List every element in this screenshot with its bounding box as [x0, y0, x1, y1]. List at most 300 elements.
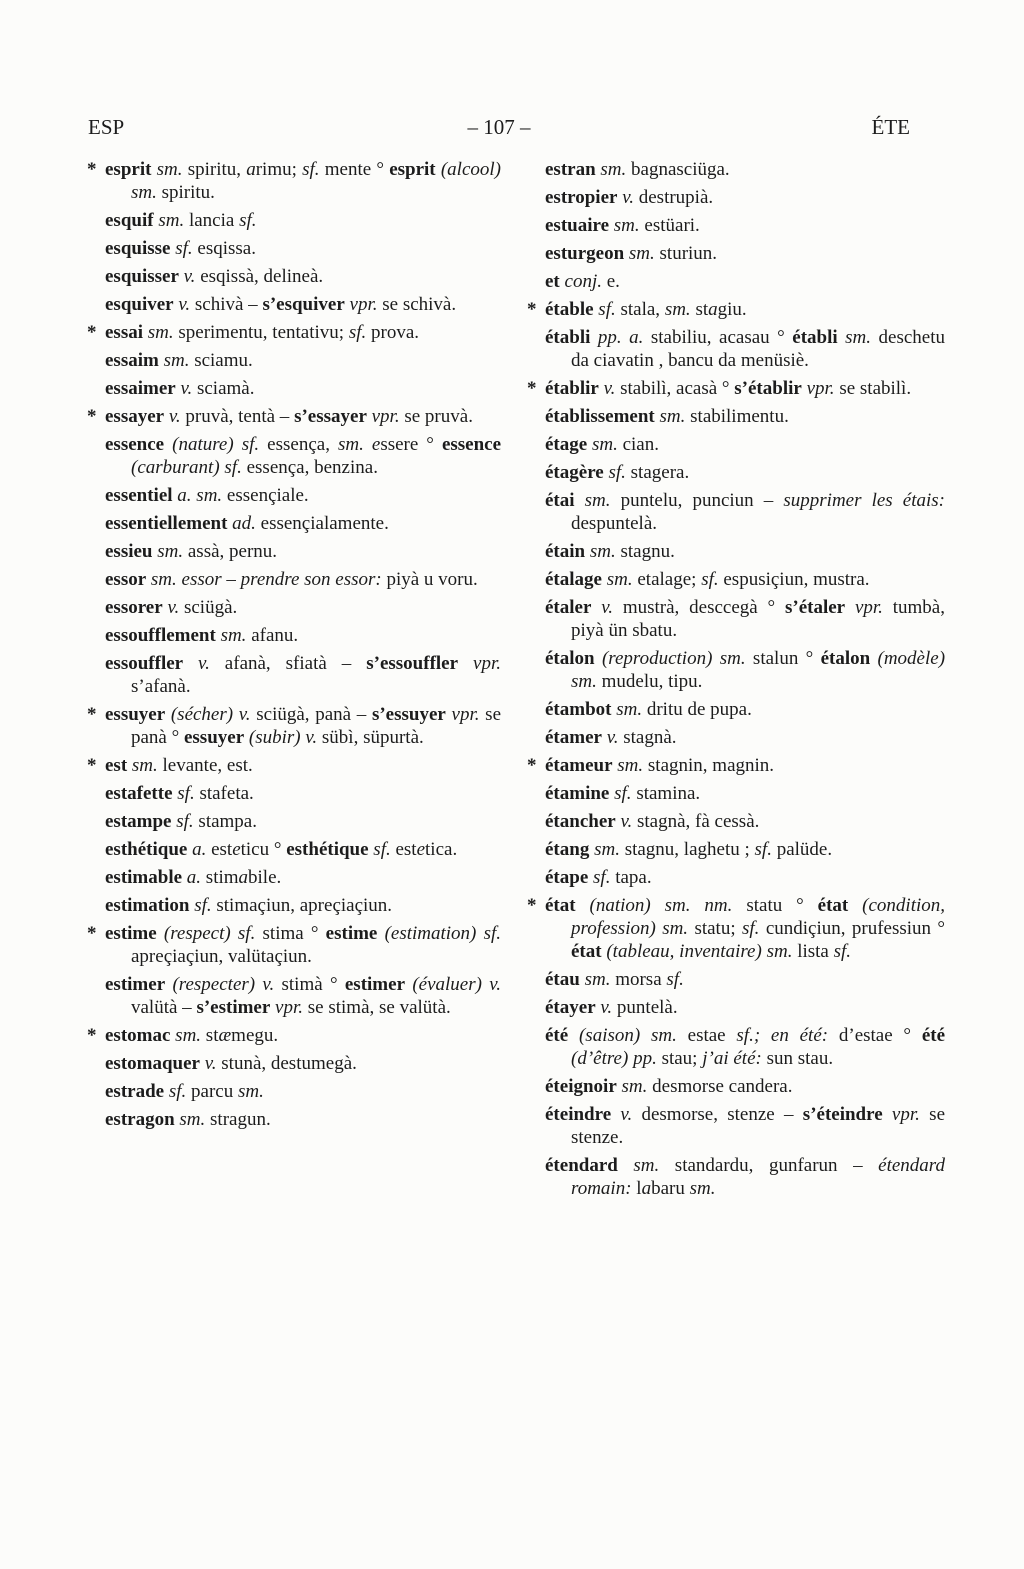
translation-text: stamina. [631, 783, 701, 804]
italic-tag: (modèle) [877, 648, 946, 669]
translation-text: tica. [425, 839, 458, 860]
headword: estimable [105, 867, 183, 888]
dictionary-entry [545, 158, 945, 181]
translation-text: puntelu, punciun – [610, 490, 784, 511]
translation-text: stima ° [255, 923, 326, 944]
translation-text [231, 923, 238, 944]
dictionary-entry [105, 866, 501, 889]
dictionary-entry [105, 237, 501, 260]
headword: essorer [105, 597, 163, 618]
headword: étalon [545, 648, 595, 669]
headword: estomac [105, 1025, 171, 1046]
headword: esturgeon [545, 243, 625, 264]
italic-tag: (évaluer) [412, 974, 482, 995]
dictionary-entry [545, 782, 945, 805]
translation-text: stagera. [625, 462, 690, 483]
dictionary-entry [87, 922, 502, 968]
translation-text: assà, pernu. [183, 541, 278, 562]
dictionary-entry [545, 214, 945, 237]
headword: établir [545, 378, 599, 399]
italic-tag: sm. [337, 434, 364, 455]
italic-tag: sm. [719, 648, 746, 669]
star-marker: * [527, 378, 537, 399]
italic-tag: sf. [833, 941, 852, 962]
headword: s’essouffler [366, 653, 459, 674]
dictionary-column-right [527, 158, 946, 1205]
headword: étameur [545, 755, 613, 776]
headword: estafette [105, 783, 173, 804]
headword: esthétique [105, 839, 188, 860]
italic-tag: sf. [224, 457, 242, 478]
translation-text: sciamu. [189, 350, 253, 371]
translation-text: palüde. [771, 839, 833, 860]
header-guide-word-right: ÉTE [871, 115, 910, 139]
headword: étain [545, 541, 586, 562]
headword: estime [105, 923, 157, 944]
translation-text: lista [792, 941, 834, 962]
italic-tag: sf. [666, 969, 684, 990]
dictionary-entry [545, 1103, 945, 1149]
dictionary-entry [545, 996, 945, 1019]
italic-tag: sm. [151, 159, 183, 180]
translation-text: se schivà. [377, 294, 457, 315]
italic-tag: sf. [302, 159, 320, 180]
translation-text [576, 895, 590, 916]
headword: essentiel [105, 485, 173, 506]
italic-tag: sf. [237, 923, 256, 944]
headword: étagère [545, 462, 604, 483]
italic-tag: ad. [227, 513, 256, 534]
italic-tag: v. [595, 997, 613, 1018]
headword: établi [792, 327, 838, 348]
italic-tag: v. [489, 974, 502, 995]
headword: esquif [105, 210, 154, 231]
translation-text: essençiale. [222, 485, 309, 506]
translation-text: tumbà, piyà ün sbatu. [571, 597, 945, 641]
headword: essaim [105, 350, 159, 371]
translation-text: stabiliu, acasau ° [643, 327, 793, 348]
translation-text: stafeta. [194, 783, 254, 804]
italic-tag: j’ai été: [702, 1048, 762, 1069]
star-marker: * [87, 1025, 97, 1046]
dictionary-entry [105, 484, 501, 507]
dictionary-entry [105, 973, 501, 1019]
translation-text: bagnasciüga. [626, 159, 730, 180]
headword: essieu [105, 541, 153, 562]
italic-tag: (carburant) [131, 457, 220, 478]
translation-text: mente ° [319, 159, 390, 180]
translation-text [364, 434, 372, 455]
headword: estomaquer [105, 1053, 200, 1074]
dictionary-entry [545, 1154, 945, 1200]
dictionary-entry [87, 703, 502, 749]
star-marker: * [527, 755, 537, 776]
translation-text [640, 1025, 651, 1046]
dictionary-entry [545, 242, 945, 265]
italic-tag: a [641, 1178, 652, 1199]
headword: étang [545, 839, 590, 860]
dictionary-entry [105, 1052, 501, 1075]
headword: s’éteindre [802, 1104, 883, 1125]
headword: étambot [545, 699, 612, 720]
translation-text: stalun ° [745, 648, 821, 669]
headword: essuyer [183, 727, 245, 748]
translation-text: mustrà, desccegà ° [613, 597, 785, 618]
italic-tag: v. [262, 974, 275, 995]
translation-text: stimà ° [274, 974, 345, 995]
headword: estime [325, 923, 378, 944]
translation-text: statu; [688, 918, 742, 939]
translation-text: lancia [184, 210, 240, 231]
translation-text: stagnu. [615, 541, 675, 562]
translation-text: statu ° [732, 895, 818, 916]
dictionary-entry [527, 298, 945, 321]
italic-tag: sm. [595, 159, 627, 180]
italic-tag: a [238, 867, 249, 888]
dictionary-entry [87, 158, 501, 204]
italic-tag: sf. [603, 462, 626, 483]
headword: estimation [105, 895, 190, 916]
italic-tag: æ [218, 1025, 232, 1046]
translation-text: stabilimentu. [685, 406, 789, 427]
translation-text [164, 434, 172, 455]
headword: état [817, 895, 849, 916]
headword: étage [545, 434, 588, 455]
dictionary-entry [105, 209, 501, 232]
italic-tag: sm. [587, 434, 618, 455]
italic-tag: pp. [633, 1048, 657, 1069]
dictionary-entry [87, 754, 501, 777]
translation-text: st [201, 1025, 219, 1046]
dictionary-entry [545, 726, 945, 749]
headword: esquisser [105, 266, 179, 287]
dictionary-entry [87, 405, 501, 428]
translation-text: sun stau. [761, 1048, 834, 1069]
star-marker: * [87, 704, 97, 725]
translation-text: desmorse candera. [647, 1076, 793, 1097]
translation-text [848, 895, 862, 916]
italic-tag: sm. [601, 569, 633, 590]
translation-text: destrupià. [634, 187, 714, 208]
italic-tag: sm. [624, 243, 655, 264]
star-marker: * [87, 159, 97, 180]
headword: s’établir [734, 378, 802, 399]
translation-text: est [206, 839, 233, 860]
dictionary-entry [545, 866, 945, 889]
translation-text: afanu. [246, 625, 299, 646]
translation-text: sciamà. [192, 378, 255, 399]
translation-text: tapa. [610, 867, 652, 888]
dictionary-entry [545, 1075, 945, 1098]
italic-tag: sm. [585, 541, 616, 562]
italic-tag: sm. [574, 490, 611, 511]
dictionary-entry [105, 838, 501, 861]
italic-tag: sm. nm. [664, 895, 733, 916]
dictionary-entry [105, 265, 501, 288]
italic-tag: sm. [579, 969, 611, 990]
star-marker: * [87, 923, 97, 944]
dictionary-entry [105, 540, 501, 563]
translation-text: sturiun. [654, 243, 718, 264]
translation-text: desmorse, stenze – [632, 1104, 803, 1125]
headword: essuyer [105, 704, 166, 725]
translation-text: sciügà. [179, 597, 238, 618]
italic-tag: e [232, 839, 241, 860]
headword: étayer [545, 997, 596, 1018]
translation-text: spiritu, [182, 159, 247, 180]
translation-text: estüari. [639, 215, 700, 236]
dictionary-entry [527, 377, 945, 400]
italic-tag: sm. [127, 755, 158, 776]
italic-tag: (respecter) [172, 974, 256, 995]
headword: essai [105, 322, 143, 343]
headword: esquisse [105, 238, 171, 259]
translation-text: se pruvà. [399, 406, 473, 427]
headword: essayer [105, 406, 165, 427]
headword: essoufflement [105, 625, 216, 646]
translation-text: cian. [617, 434, 659, 455]
italic-tag: sm. [689, 1178, 716, 1199]
translation-text: se panà ° [131, 704, 502, 748]
headword: étai [545, 490, 575, 511]
italic-tag: étendard romain: [571, 1155, 945, 1199]
italic-tag: sm. [651, 1025, 677, 1046]
header-guide-word-left: ESP [88, 115, 125, 139]
headword: essor [105, 569, 147, 590]
translation-text [377, 923, 384, 944]
italic-tag: (estimation) [384, 923, 477, 944]
italic-tag: sm. [143, 322, 174, 343]
translation-text: essença, benzina. [241, 457, 378, 478]
italic-tag: sm. [237, 1081, 264, 1102]
headword: étable [545, 299, 594, 320]
italic-tag: sm. essor – prendre son essor: [146, 569, 382, 590]
translation-text: puntelà. [612, 997, 678, 1018]
translation-text [234, 434, 242, 455]
italic-tag: sm. [766, 941, 793, 962]
page-header [88, 112, 910, 142]
headword: estrade [105, 1081, 165, 1102]
italic-tag: (condition, profession) [571, 895, 946, 939]
italic-tag: sm. [174, 1109, 206, 1130]
translation-text: se stimà, se valütà. [303, 997, 451, 1018]
dictionary-entry [87, 321, 501, 344]
translation-text [157, 923, 164, 944]
headword: étendard [545, 1155, 618, 1176]
italic-tag: sf.; en été: [736, 1025, 829, 1046]
italic-tag: sf. [171, 811, 194, 832]
dictionary-entry [545, 647, 945, 693]
dictionary-entry [105, 568, 501, 591]
italic-tag: vpr. [458, 653, 501, 674]
translation-text: essença, [259, 434, 338, 455]
translation-text: deschetu da ciavatin , bancu da menüsiè. [571, 327, 945, 371]
italic-tag: sf. [742, 918, 760, 939]
translation-text [712, 648, 719, 669]
italic-tag: v. [199, 1053, 217, 1074]
dictionary-entry [545, 461, 945, 484]
star-marker: * [87, 406, 97, 427]
translation-text [568, 1025, 579, 1046]
italic-tag: sf. [170, 238, 193, 259]
star-marker: * [87, 322, 97, 343]
dictionary-entry [105, 512, 501, 535]
italic-tag: sm. [664, 299, 691, 320]
dictionary-entry [105, 782, 501, 805]
headword: étamer [545, 727, 602, 748]
translation-text: espusiçiun, mustra. [718, 569, 870, 590]
dictionary-entry [105, 433, 501, 479]
headword: estran [545, 159, 596, 180]
translation-text: apreçiaçiun, valütaçiun. [131, 946, 312, 967]
translation-text: valütà – [131, 997, 197, 1018]
translation-text: despuntelà. [571, 513, 658, 534]
dictionary-entry [105, 652, 501, 698]
translation-text: stagnin, magnin. [643, 755, 775, 776]
dictionary-entry [545, 968, 945, 991]
italic-tag: vpr. [366, 406, 400, 427]
translation-text: stagnu, laghetu ; [619, 839, 755, 860]
headword: étalon [820, 648, 871, 669]
dictionary-entry [105, 377, 501, 400]
dictionary-entry [545, 568, 945, 591]
translation-text: standardu, gunfarun – [659, 1155, 879, 1176]
headword: estimer [344, 974, 406, 995]
translation-text: stala, [615, 299, 665, 320]
italic-tag: v. [175, 378, 193, 399]
headword: éteignoir [545, 1076, 617, 1097]
headword: esprit [389, 159, 436, 180]
translation-text [476, 923, 483, 944]
italic-tag: v. [164, 406, 181, 427]
translation-text: baru [651, 1178, 690, 1199]
translation-text: essençialamente. [255, 513, 389, 534]
translation-text: prova. [366, 322, 420, 343]
dictionary-entry [545, 326, 945, 372]
translation-text: stagnà, fà cessà. [632, 811, 760, 832]
italic-tag: conj. [559, 271, 602, 292]
italic-tag: sm. [571, 671, 597, 692]
dictionary-entry [545, 810, 945, 833]
dictionary-entry [105, 293, 501, 316]
dictionary-entry [105, 894, 501, 917]
translation-text: l [631, 1178, 642, 1199]
dictionary-entry [87, 1024, 501, 1047]
italic-tag: (nation) [589, 895, 651, 916]
headword: estragon [105, 1109, 175, 1130]
italic-tag: sm. [617, 1155, 660, 1176]
italic-tag: v. [601, 727, 619, 748]
italic-tag: vpr. [845, 597, 883, 618]
italic-tag: sm. [170, 1025, 202, 1046]
headword: est [105, 755, 128, 776]
translation-text: ticu ° [240, 839, 287, 860]
headword: éteindre [545, 1104, 612, 1125]
translation-text: stabilì, acasà ° [615, 378, 735, 399]
headword: s’étaler [784, 597, 846, 618]
translation-text: stampa. [193, 811, 257, 832]
dictionary-entry [527, 754, 945, 777]
italic-tag: vpr. [344, 294, 378, 315]
italic-tag: sf. [348, 322, 367, 343]
italic-tag: sf. [241, 434, 260, 455]
headword: s’esquiver [262, 294, 345, 315]
headword: estropier [545, 187, 618, 208]
headword: et [545, 271, 560, 292]
italic-tag: (sécher) [170, 704, 234, 725]
italic-tag: sm. [612, 755, 644, 776]
translation-text: se stabilì. [834, 378, 912, 399]
dictionary-entry [545, 1024, 945, 1070]
translation-text: esqissà, delineà. [195, 266, 324, 287]
dictionary-entry [545, 270, 945, 293]
translation-text: etalage; [632, 569, 702, 590]
italic-tag: a [708, 299, 718, 320]
italic-tag: sf. [172, 783, 195, 804]
translation-text: cundiçiun, prufessiun ° [759, 918, 946, 939]
translation-text: stragun. [205, 1109, 271, 1130]
translation-text: pruvà, tentà – [180, 406, 295, 427]
dictionary-entry [545, 698, 945, 721]
star-marker: * [527, 299, 537, 320]
translation-text: stagnà. [618, 727, 677, 748]
translation-text [651, 895, 665, 916]
italic-tag: v. [591, 597, 614, 618]
italic-tag: (respect) [163, 923, 231, 944]
italic-tag: v. [238, 704, 251, 725]
italic-tag: a. sm. [172, 485, 223, 506]
headword: esprit [105, 159, 152, 180]
italic-tag: e [416, 839, 426, 860]
dictionary-entry [545, 540, 945, 563]
translation-text [870, 648, 877, 669]
dictionary-entry [545, 596, 945, 642]
dictionary-column-left [87, 158, 502, 1136]
star-marker: * [527, 895, 537, 916]
translation-text: sciügà, panà – [250, 704, 372, 725]
headword: établissement [545, 406, 655, 427]
italic-tag: sf. [368, 839, 391, 860]
italic-tag: supprimer les étais: [783, 490, 946, 511]
headword: état [545, 895, 576, 916]
dictionary-entry [105, 1080, 501, 1103]
dictionary-entry [527, 894, 946, 963]
italic-tag: sf. [701, 569, 719, 590]
headword: essouffler [105, 653, 184, 674]
italic-tag: sf. [588, 867, 611, 888]
italic-tag: sf. [609, 783, 632, 804]
translation-text: stimaçiun, apreçiaçiun. [211, 895, 393, 916]
italic-tag: v. [611, 1104, 633, 1125]
italic-tag: (reproduction) [601, 648, 713, 669]
headword: essaimer [105, 378, 176, 399]
italic-tag: sf. [239, 210, 257, 231]
translation-text: schivà – [190, 294, 263, 315]
dictionary-entry [545, 433, 945, 456]
italic-tag: (subir) [248, 727, 301, 748]
italic-tag: sm. [152, 541, 184, 562]
translation-text: dritu de pupa. [642, 699, 752, 720]
translation-text: afanà, sfiatà – [209, 653, 367, 674]
italic-tag: v. [305, 727, 318, 748]
translation-text: d’estae ° [828, 1025, 922, 1046]
dictionary-entry [105, 349, 501, 372]
italic-tag: (d’être) [571, 1048, 629, 1069]
headword: étancher [545, 811, 616, 832]
italic-tag: sm. [589, 839, 620, 860]
italic-tag: v. [173, 294, 191, 315]
headword: s’essuyer [371, 704, 446, 725]
